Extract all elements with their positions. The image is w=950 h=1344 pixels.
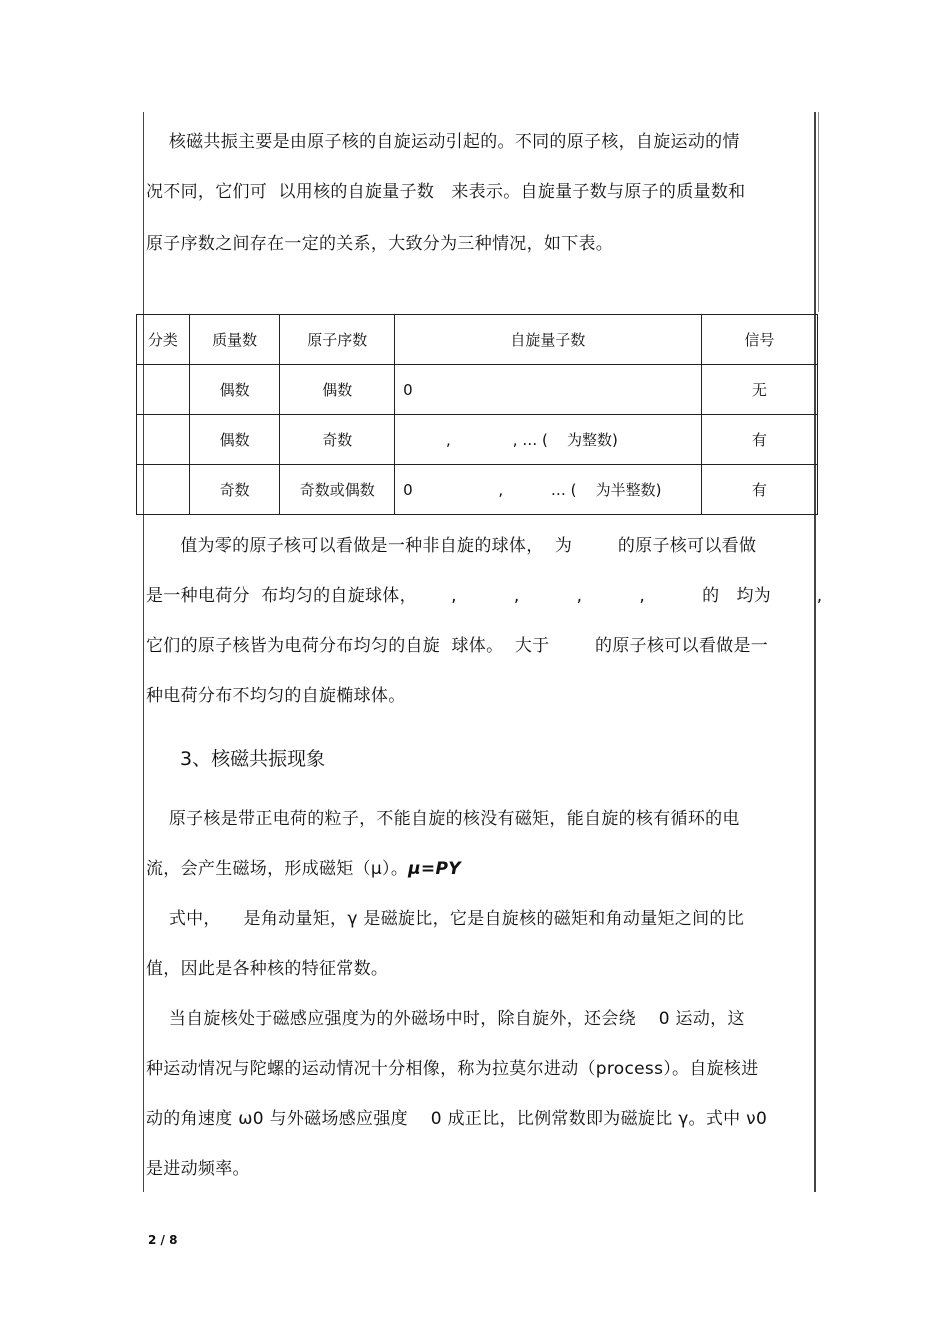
intro-line-1: 核磁共振主要是由原子核的自旋运动引起的。不同的原子核，自旋运动的情 <box>146 132 740 152</box>
page-border-right-inner <box>818 112 819 312</box>
table-cell: 奇数或偶数 <box>280 465 395 515</box>
para5-line-2: 种运动情况与陀螺的运动情况十分相像，称为拉莫尔进动（process）。自旋核进 <box>146 1059 759 1079</box>
table-cell: 偶数 <box>189 415 280 465</box>
intro-line-2: 况不同，它们可 以用核的自旋量子数 来表示。自旋量子数与原子的质量数和 <box>146 182 746 202</box>
table-row <box>137 415 818 465</box>
para3-line-1: 原子核是带正电荷的粒子，不能自旋的核没有磁矩，能自旋的核有循环的电 <box>146 809 740 829</box>
table-cell <box>137 465 190 515</box>
table-row <box>137 365 818 415</box>
header-spin-quantum: 自旋量子数 <box>395 315 702 365</box>
table-cell: 偶数 <box>189 365 280 415</box>
table-cell <box>137 365 190 415</box>
table-cell: 0 <box>395 365 702 415</box>
header-signal: 信号 <box>701 315 817 365</box>
header-category: 分类 <box>137 315 190 365</box>
para2-line-4: 种电荷分布不均匀的自旋椭球体。 <box>146 686 406 706</box>
para2-line-3: 它们的原子核皆为电荷分布均匀的自旋 球体。 大于 的原子核可以看做是一 <box>146 636 769 656</box>
para4-line-1: 式中， 是角动量矩，γ 是磁旋比，它是自旋核的磁矩和角动量矩之间的比 <box>146 909 744 929</box>
table-cell: 有 <box>701 415 817 465</box>
para5-line-3: 动的角速度 ω0 与外磁场感应强度 0 成正比，比例常数即为磁旋比 γ。式中 ν0 <box>146 1109 768 1129</box>
para4-line-2: 值，因此是各种核的特征常数。 <box>146 959 389 979</box>
table-cell: 有 <box>701 465 817 515</box>
table-cell <box>137 415 190 465</box>
para2-line-2: 是一种电荷分 布均匀的自旋球体， , , , , 的 均为 , <box>146 586 823 606</box>
table-cell: , , … ( 为整数) <box>395 415 702 465</box>
intro-line-3: 原子序数之间存在一定的关系，大致分为三种情况，如下表。 <box>146 234 614 254</box>
table-cell: 无 <box>701 365 817 415</box>
table-cell: 奇数 <box>189 465 280 515</box>
para5-line-1: 当自旋核处于磁感应强度为的外磁场中时，除自旋外，还会绕 0 运动，这 <box>146 1009 745 1029</box>
table-cell: 0 , … ( 为半整数) <box>395 465 702 515</box>
header-atomic-number: 原子序数 <box>280 315 395 365</box>
table-cell: 偶数 <box>280 365 395 415</box>
para3-line-2-text: 流，会产生磁场，形成磁矩（μ）。 <box>146 859 409 879</box>
magnetic-moment-formula: μ=PY <box>408 859 461 879</box>
page-border-right <box>814 112 816 1192</box>
table-header-row <box>137 315 818 365</box>
para2-line-1: 值为零的原子核可以看做是一种非自旋的球体， 为 的原子核可以看做 <box>146 536 757 556</box>
para5-line-4: 是进动频率。 <box>146 1159 250 1179</box>
page-border-left <box>143 112 144 1192</box>
table-row <box>137 465 818 515</box>
table-cell: 奇数 <box>280 415 395 465</box>
section-heading: 3、核磁共振现象 <box>180 748 326 770</box>
para3-line-2 <box>146 854 461 879</box>
spin-quantum-table <box>136 314 818 515</box>
header-mass-number: 质量数 <box>189 315 280 365</box>
page-number: 2 / 8 <box>148 1233 178 1247</box>
